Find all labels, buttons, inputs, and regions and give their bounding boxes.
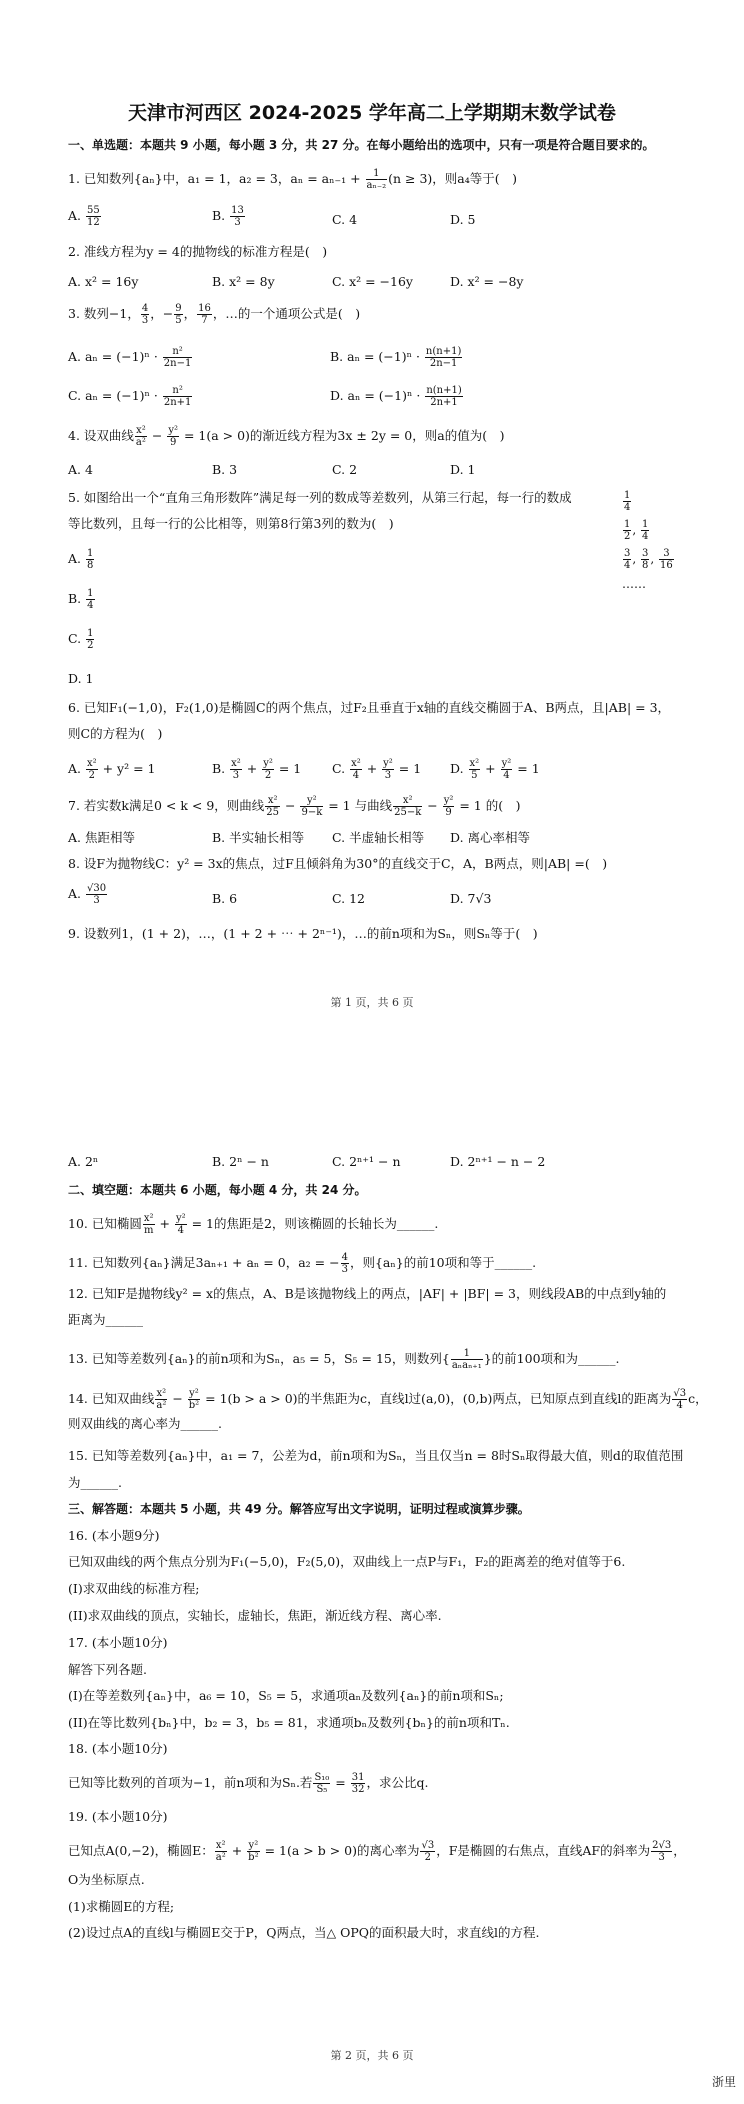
question-17-header: 17. (本小题10分) [68, 1635, 168, 1650]
question-5-line-2: 等比数列，且每一行的公比相等，则第8行第3列的数为( ) [68, 516, 394, 531]
q4-option-b: B. 3 [212, 462, 238, 477]
question-16-line-3: (II)求双曲线的顶点，实轴长，虚轴长，焦距，渐近线方程、离心率. [68, 1608, 442, 1623]
question-19-line-3: (1)求椭圆E的方程; [68, 1899, 175, 1914]
question-8: 8. 设F为抛物线C：y² = 3x的焦点，过F且倾斜角为30°的直线交于C，A，B两点，则|AB| =( ) [68, 856, 608, 871]
question-18-header: 18. (本小题10分) [68, 1741, 168, 1756]
page-2 [0, 1120, 744, 2104]
question-16-header: 16. (本小题9分) [68, 1528, 160, 1543]
q9-option-d: D. 2ⁿ⁺¹ − n − 2 [450, 1154, 546, 1169]
page-1-footer: 第 1 页，共 6 页 [330, 996, 414, 1009]
question-12-line-1: 12. 已知F是抛物线y² = x的焦点，A、B是该抛物线上的两点，|AF| + |BF| = 3，则线段AB的中点到y轴的 [68, 1286, 667, 1301]
q4-option-a: A. 4 [68, 462, 93, 477]
q2-option-d: D. x² = −8y [450, 274, 524, 289]
q2-option-b: B. x² = 8y [212, 274, 275, 289]
q7-option-c: C. 半虚轴长相等 [332, 830, 425, 845]
question-19-line-1: 已知点A(0,−2)，椭圆E： $\frac{\text{x²}}{\text{a²}}$ + $\frac{\text{y²}}{\text{b²}}$ = 1(a > b > 0)的离心率为 $\frac{√3}{2}$ ，F是椭圆的右焦点，直线AF的斜率为 $\frac{2√3}{3}$ ， [68, 1840, 686, 1863]
q8-option-c: C. 12 [332, 891, 365, 906]
q1-option-d: D. 5 [450, 212, 476, 227]
q7-option-d: D. 离心率相等 [450, 830, 531, 845]
q4-option-d: D. 1 [450, 462, 476, 477]
page-title: 天津市河西区 2024-2025 学年高二上学期期末数学试卷 [128, 102, 616, 124]
question-19-line-4: (2)设过点A的直线l与椭圆E交于P，Q两点，当△ OPQ的面积最大时，求直线l的方程. [68, 1925, 540, 1940]
question-17-line-1: 解答下列各题. [68, 1662, 147, 1677]
q5-option-a: A. $\frac{1}{8}$ [68, 548, 94, 571]
q6-option-c: C. $\frac{\text{x²}}{4}$ + $\frac{\text{y²}}{3}$ = 1 [332, 758, 422, 781]
question-19-line-2: O为坐标原点. [68, 1872, 145, 1887]
section-1-heading: 一、单选题：本题共 9 小题，每小题 3 分，共 27 分。在每小题给出的选项中，只有一项是符合题目要求的。 [68, 138, 655, 152]
triangle-number-array: $\frac{1}{4}$ $\frac{1}{2}$ , $\frac{1}{4}$ $\frac{3}{4}$ , $\frac{3}{8}$ , $\frac{3}{16}$ …… [622, 490, 673, 591]
watermark-text: 浙里 [711, 2075, 736, 2089]
question-18: 已知等比数列的首项为−1，前n项和为Sₙ.若 $\frac{\text{S₁₀}}{\text{S₅}}$ = $\frac{31}{32}$ ，求公比q. [68, 1772, 429, 1795]
question-16-line-1: 已知双曲线的两个焦点分别为F₁(−5,0)，F₂(5,0)，双曲线上一点P与F₁，F₂的距离差的绝对值等于6. [68, 1554, 626, 1569]
question-17-line-3: (II)在等比数列{bₙ}中，b₂ = 3，b₅ = 81，求通项bₙ及数列{bₙ}的前n项和Tₙ. [68, 1715, 510, 1730]
q9-option-b: B. 2ⁿ − n [212, 1154, 269, 1169]
question-7: 7. 若实数k满足0 < k < 9，则曲线 $\frac{\text{x²}}{25}$ − $\frac{\text{y²}}{9-k}$ = 1 与曲线 $\frac{\text{x²}}{25-k}$ − $\frac{\text{y²}}{9}$ = 1 的( ) [68, 795, 521, 818]
q1-option-b: B. $\frac{13}{3}$ [212, 205, 244, 228]
question-17-line-2: (I)在等差数列{aₙ}中，a₆ = 10，S₅ = 5，求通项aₙ及数列{aₙ}的前n项和Sₙ; [68, 1688, 504, 1703]
question-4: 4. 设双曲线 $\frac{\text{x²}}{\text{a²}}$ − $\frac{\text{y²}}{9}$ = 1(a > 0)的渐近线方程为3x ± 2y = 0，则a的值为( ) [68, 425, 505, 448]
q2-option-c: C. x² = −16y [332, 274, 413, 289]
q5-option-b: B. $\frac{1}{4}$ [68, 588, 94, 611]
q6-option-d: D. $\frac{\text{x²}}{5}$ + $\frac{\text{y²}}{4}$ = 1 [450, 758, 540, 781]
question-3: 3. 数列−1， $\frac{4}{3}$ ，− $\frac{9}{5}$ ， $\frac{16}{7}$ ，…的一个通项公式是( ) [68, 303, 361, 326]
question-15-line-2: 为______. [68, 1475, 122, 1490]
question-12-line-2: 距离为______ [68, 1312, 144, 1327]
question-6-line-2: 则C的方程为( ) [68, 726, 163, 741]
q7-option-a: A. 焦距相等 [68, 830, 135, 845]
q7-option-b: B. 半实轴长相等 [212, 830, 305, 845]
q5-option-d: D. 1 [68, 671, 94, 686]
question-1: 1. 已知数列{aₙ}中，a₁ = 1，a₂ = 3，aₙ = aₙ₋₁ + $\frac{1}{\text{aₙ₋₂}}$ (n ≥ 3)，则a₄等于( ) [68, 168, 518, 191]
q6-option-b: B. $\frac{\text{x²}}{3}$ + $\frac{\text{y²}}{2}$ = 1 [212, 758, 302, 781]
q4-option-c: C. 2 [332, 462, 358, 477]
q9-option-c: C. 2ⁿ⁺¹ − n [332, 1154, 401, 1169]
q8-option-a: A. $\frac{√30}{3}$ [68, 883, 107, 906]
q2-option-a: A. x² = 16y [68, 274, 139, 289]
question-9: 9. 设数列1，(1 + 2)，…，(1 + 2 + ⋯ + 2ⁿ⁻¹)，…的前n项和为Sₙ，则Sₙ等于( ) [68, 926, 538, 941]
q3-option-a: A. aₙ = (−1)ⁿ · $\frac{\text{n²}}{2n-1}$ [68, 346, 192, 369]
section-2-heading: 二、填空题：本题共 6 小题，每小题 4 分，共 24 分。 [68, 1183, 367, 1197]
q3-option-c: C. aₙ = (−1)ⁿ · $\frac{\text{n²}}{2n+1}$ [68, 385, 192, 408]
question-11: 11. 已知数列{aₙ}满足3aₙ₊₁ + aₙ = 0，a₂ = − $\frac{4}{3}$ ，则{aₙ}的前10项和等于______. [68, 1252, 537, 1275]
question-10: 10. 已知椭圆 $\frac{\text{x²}}{m}$ + $\frac{\text{y²}}{4}$ = 1的焦距是2，则该椭圆的长轴长为______. [68, 1213, 439, 1236]
question-16-line-2: (I)求双曲线的标准方程; [68, 1581, 200, 1596]
q9-option-a: A. 2ⁿ [68, 1154, 99, 1169]
q3-option-b: B. aₙ = (−1)ⁿ · $\frac{n(n+1)}{2n-1}$ [330, 346, 462, 369]
question-15-line-1: 15. 已知等差数列{aₙ}中，a₁ = 7，公差为d，前n项和为Sₙ，当且仅当n = 8时Sₙ取得最大值，则d的取值范围 [68, 1448, 684, 1463]
question-5-line-1: 5. 如图给出一个“直角三角形数阵”满足每一列的数成等差数列，从第三行起，每一行的数成 [68, 490, 572, 505]
q8-option-d: D. 7√3 [450, 891, 492, 906]
question-19-header: 19. (本小题10分) [68, 1809, 168, 1824]
q1-option-a: A. $\frac{55}{12}$ [68, 205, 100, 228]
question-6-line-1: 6. 已知F₁(−1,0)，F₂(1,0)是椭圆C的两个焦点，过F₂且垂直于x轴的直线交椭圆于A、B两点，且|AB| = 3， [68, 700, 671, 715]
question-2: 2. 准线方程为y = 4的抛物线的标准方程是( ) [68, 244, 328, 259]
question-14-line-1: 14. 已知双曲线 $\frac{\text{x²}}{\text{a²}}$ − $\frac{\text{y²}}{\text{b²}}$ = 1(b > a > 0)的半焦距为c，直线l过(a,0)，(0,b)两点，已知原点到直线l的距离为 $\frac{√3}{4}$ c， [68, 1388, 708, 1411]
q5-option-c: C. $\frac{1}{2}$ [68, 628, 94, 651]
q1-option-c: C. 4 [332, 212, 358, 227]
page-2-footer: 第 2 页，共 6 页 [330, 2049, 414, 2062]
q3-option-d: D. aₙ = (−1)ⁿ · $\frac{n(n+1)}{2n+1}$ [330, 385, 462, 408]
section-3-heading: 三、解答题：本题共 5 小题，共 49 分。解答应写出文字说明，证明过程或演算步骤。 [68, 1502, 530, 1516]
question-13: 13. 已知等差数列{aₙ}的前n项和为Sₙ，a₅ = 5，S₅ = 15，则数列{ $\frac{1}{\text{aₙaₙ₊₁}}$ }的前100项和为______. [68, 1348, 620, 1371]
question-14-line-2: 则双曲线的离心率为______. [68, 1416, 222, 1431]
q8-option-b: B. 6 [212, 891, 238, 906]
q6-option-a: A. $\frac{\text{x²}}{2}$ + y² = 1 [68, 758, 156, 781]
